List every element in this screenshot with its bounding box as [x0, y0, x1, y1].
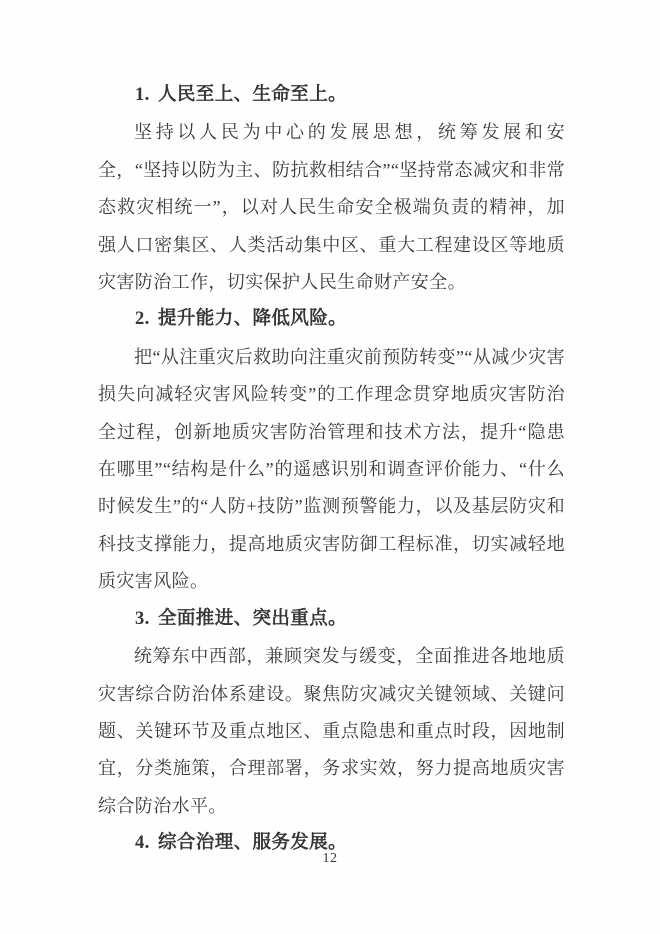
section-2: [98, 301, 565, 600]
section-1-number: 1.: [135, 85, 150, 105]
section-4-number: 4.: [135, 833, 150, 854]
section-1: [98, 77, 565, 301]
section-3: [98, 601, 565, 825]
section-3-title: 全面推进、突出重点。: [158, 608, 348, 629]
section-3-heading: [98, 601, 565, 638]
section-2-heading: [98, 301, 565, 338]
section-3-paragraph: 统筹东中西部，兼顾突发与缓变，全面推进各地地质灾害综合防治体系建设。聚焦防灾减灾关键领域、关键问题、关键环节及重点地区、重点隐患和重点时段，因地制宜，分类施策，合理部署，务求实效，努力提高地质灾害综合防治水平。: [98, 646, 565, 816]
section-1-paragraph: 坚持以人民为中心的发展思想，统筹发展和安全，“坚持以防为主、防抗救相结合”“坚持常态减灾和非常态救灾相统一”，以对人民生命安全极端负责的精神，加强人口密集区、人类活动集中区、重大工程建设区等地质灾害防治工作，切实保护人民生命财产安全。: [98, 122, 565, 293]
section-4-title: 综合治理、服务发展。: [158, 833, 348, 854]
section-2-paragraph: 把“从注重灾后救助向注重灾前预防转变”“从减少灾害损失向减轻灾害风险转变”的工作理念贯穿地质灾害防治全过程，创新地质灾害防治管理和技术方法，提升“隐患在哪里”“结构是什么”的遥感识别和调查评价能力、“什么时候发生”的“人防+技防”监测预警能力，以及基层防灾和科技支撑能力，提高地质灾害防御工程标准，切实减轻地质灾害风险。: [98, 346, 565, 592]
section-2-title: 提升能力、降低风险。: [158, 309, 348, 330]
section-3-number: 3.: [135, 608, 150, 629]
section-1-title: 人民至上、生命至上。: [158, 85, 348, 105]
document-content: [98, 77, 565, 863]
page-number: 12: [322, 851, 338, 866]
section-1-heading: [98, 77, 565, 114]
section-2-number: 2.: [135, 309, 150, 330]
